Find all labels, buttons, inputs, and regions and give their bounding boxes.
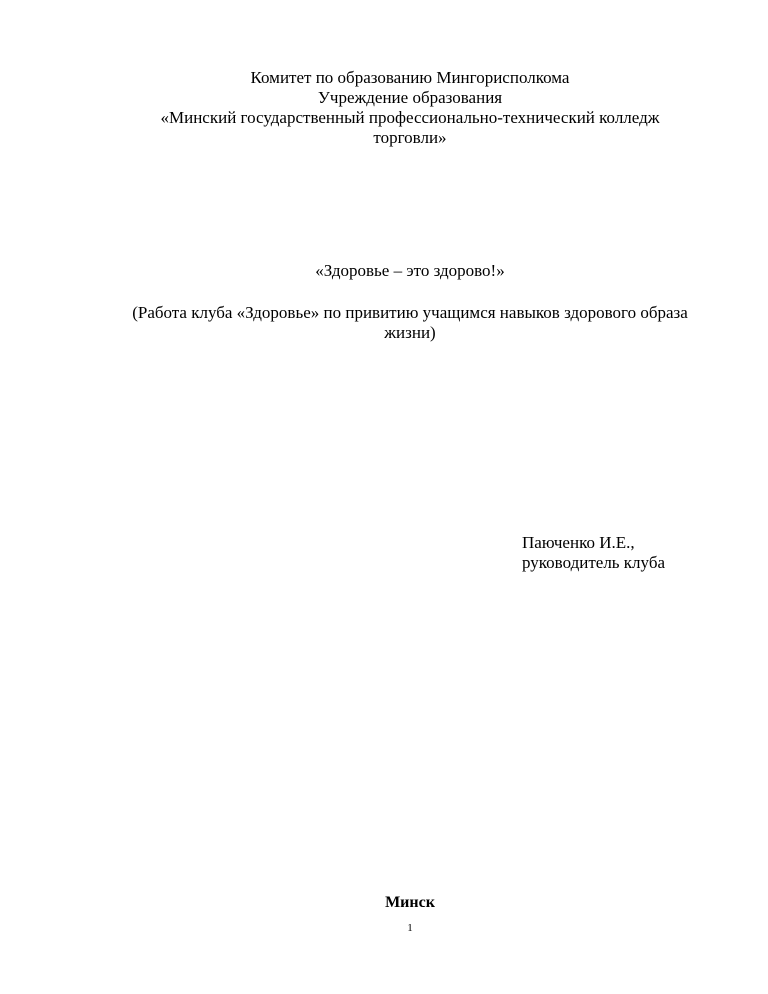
header-line-committee: Комитет по образованию Мингорисполкома: [250, 68, 570, 87]
author-role: руководитель клуба: [522, 553, 666, 572]
author-name: Паюченко И.Е.,: [522, 533, 635, 552]
author-block: [522, 533, 665, 573]
header-line-college-name: «Минский государственный профессионально-технический колледж: [160, 108, 660, 127]
city-label: Минск: [385, 894, 435, 911]
document-title: «Здоровье – это здорово!»: [315, 261, 505, 280]
header-line-institution: Учреждение образования: [317, 88, 503, 107]
subtitle-line-1: (Работа клуба «Здоровье» по привитию учащимся навыков здорового образа: [132, 303, 688, 322]
header-line-college-name-end: торговли»: [373, 128, 447, 147]
page-number: 1: [407, 922, 413, 934]
subtitle-line-2: жизни): [384, 323, 436, 342]
document-subtitle: [100, 303, 720, 343]
organization-header: [100, 68, 720, 148]
